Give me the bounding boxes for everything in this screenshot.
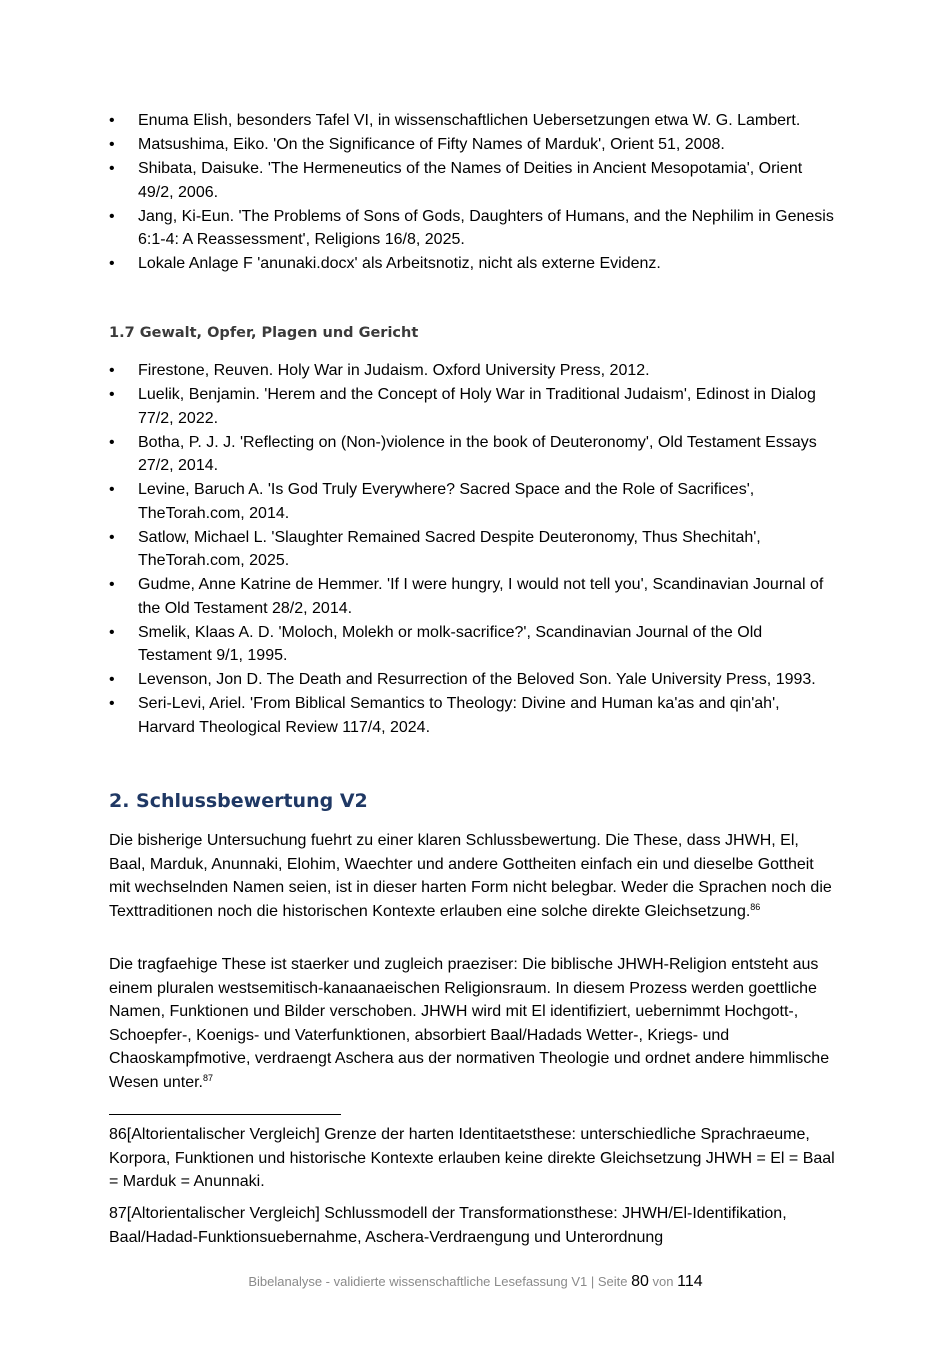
page-footer	[0, 1273, 951, 1291]
bibliography-list-1-7	[109, 359, 839, 740]
list-item: • Luelik, Benjamin. 'Herem and the Concept of Holy War in Traditional Judaism', Edinost in Dialog 77/2, 2022.	[109, 383, 839, 430]
footnote-87: 87[Altorientalischer Vergleich] Schlussmodell der Transformationsthese: JHWH/El-Identifikation, Baal/Hadad-Funktionsuebernahme, Aschera-Verdraengung und Unterordnung	[109, 1205, 787, 1246]
bullet-icon: •	[109, 481, 115, 498]
footnote-ref-86[interactable]: 86	[750, 901, 761, 912]
list-item: • Levine, Baruch A. 'Is God Truly Everywhere? Sacred Space and the Role of Sacrifices', TheTorah.com, 2014.	[109, 478, 839, 525]
section-heading-1-7: 1.7 Gewalt, Opfer, Plagen und Gericht	[109, 325, 419, 341]
list-item: • Gudme, Anne Katrine de Hemmer. 'If I were hungry, I would not tell you', Scandinavian Journal of the Old Testament 28/2, 2014.	[109, 573, 839, 620]
list-item: • Shibata, Daisuke. 'The Hermeneutics of the Names of Deities in Ancient Mesopotamia', Orient 49/2, 2006.	[109, 157, 839, 204]
page-number: 80	[631, 1273, 649, 1290]
footer-title: Bibelanalyse - validierte wissenschaftliche Lesefassung V1 | Seite	[248, 1274, 628, 1289]
bullet-icon: •	[109, 362, 115, 379]
list-item: • Matsushima, Eiko. 'On the Significance of Fifty Names of Marduk', Orient 51, 2008.	[109, 133, 839, 157]
list-item: • Seri-Levi, Ariel. 'From Biblical Semantics to Theology: Divine and Human ka'as and qin'ah', Harvard Theological Review 117/4, 2024.	[109, 692, 839, 739]
page-total: 114	[677, 1273, 703, 1290]
list-item: • Lokale Anlage F 'anunaki.docx' als Arbeitsnotiz, nicht als externe Evidenz.	[109, 252, 839, 276]
list-item: • Smelik, Klaas A. D. 'Moloch, Molekh or molk-sacrifice?', Scandinavian Journal of the Old Testament 9/1, 1995.	[109, 621, 839, 668]
bullet-icon: •	[109, 160, 115, 177]
bullet-icon: •	[109, 112, 115, 129]
section-heading-2: 2. Schlussbewertung V2	[109, 790, 368, 812]
footnote-86: 86[Altorientalischer Vergleich] Grenze der harten Identitaetsthese: unterschiedliche Sprachraeume, Korpora, Funktionen und historische Kontexte erlauben keine direkte Gleichsetzung JHWH = El = Baal = Marduk = Anunnaki.	[109, 1126, 835, 1190]
list-item: • Jang, Ki-Eun. 'The Problems of Sons of Gods, Daughters of Humans, and the Nephilim in Genesis 6:1-4: A Reassessment', Religions 16/8, 2025.	[109, 205, 839, 252]
bullet-icon: •	[109, 386, 115, 403]
bullet-icon: •	[109, 255, 115, 272]
bullet-icon: •	[109, 576, 115, 593]
footnote-divider	[109, 1114, 341, 1115]
bullet-icon: •	[109, 695, 115, 712]
list-item: • Firestone, Reuven. Holy War in Judaism. Oxford University Press, 2012.	[109, 359, 839, 383]
bullet-icon: •	[109, 671, 115, 688]
bullet-icon: •	[109, 207, 115, 225]
list-item: • Satlow, Michael L. 'Slaughter Remained Sacred Despite Deuteronomy, Thus Shechitah', TheTorah.com, 2025.	[109, 526, 839, 573]
bullet-icon: •	[109, 433, 115, 451]
bullet-icon: •	[109, 136, 115, 153]
list-item: • Levenson, Jon D. The Death and Resurrection of the Beloved Son. Yale University Press, 1993.	[109, 668, 839, 692]
body-paragraph-1: Die bisherige Untersuchung fuehrt zu einer klaren Schlussbewertung. Die These, dass JHWH, El, Baal, Marduk, Anunnaki, Elohim, Waechter und andere Gottheiten einfach ein und dieselbe Gottheit mit wechselnden Namen seien, ist in dieser harten Form nicht belegbar. Weder die Sprachen noch die Texttraditionen noch die historischen Kontexte erlauben eine solche direkte Gleichsetzung.$^{86}$	[109, 832, 832, 920]
list-item: • Enuma Elish, besonders Tafel VI, in wissenschaftlichen Uebersetzungen etwa W. G. Lambert.	[109, 109, 839, 133]
body-paragraph-2: Die tragfaehige These ist staerker und zugleich praeziser: Die biblische JHWH-Religion entsteht aus einem pluralen westsemitisch-kanaanaeischen Religionsraum. In diesem Prozess werden goettliche Namen, Funktionen und Bilder verschoben. JHWH wird mit El identifiziert, uebernimmt Hochgott-, Schoepfer-, Koenigs- und Vaterfunktionen, absorbiert Baal/Hadads Wetter-, Kriegs- und Chaoskampfmotive, verdraengt Aschera aus der normativen Theologie und ordnet andere himmlische Wesen unter.$^{87}$	[109, 956, 830, 1091]
footer-of-label: von	[652, 1274, 674, 1289]
footnote-ref-87[interactable]: 87	[202, 1072, 213, 1083]
bullet-icon: •	[109, 623, 115, 641]
list-item: • Botha, P. J. J. 'Reflecting on (Non-)violence in the book of Deuteronomy', Old Testament Essays 27/2, 2014.	[109, 431, 839, 478]
bullet-icon: •	[109, 528, 115, 546]
bibliography-list-top	[109, 109, 839, 276]
